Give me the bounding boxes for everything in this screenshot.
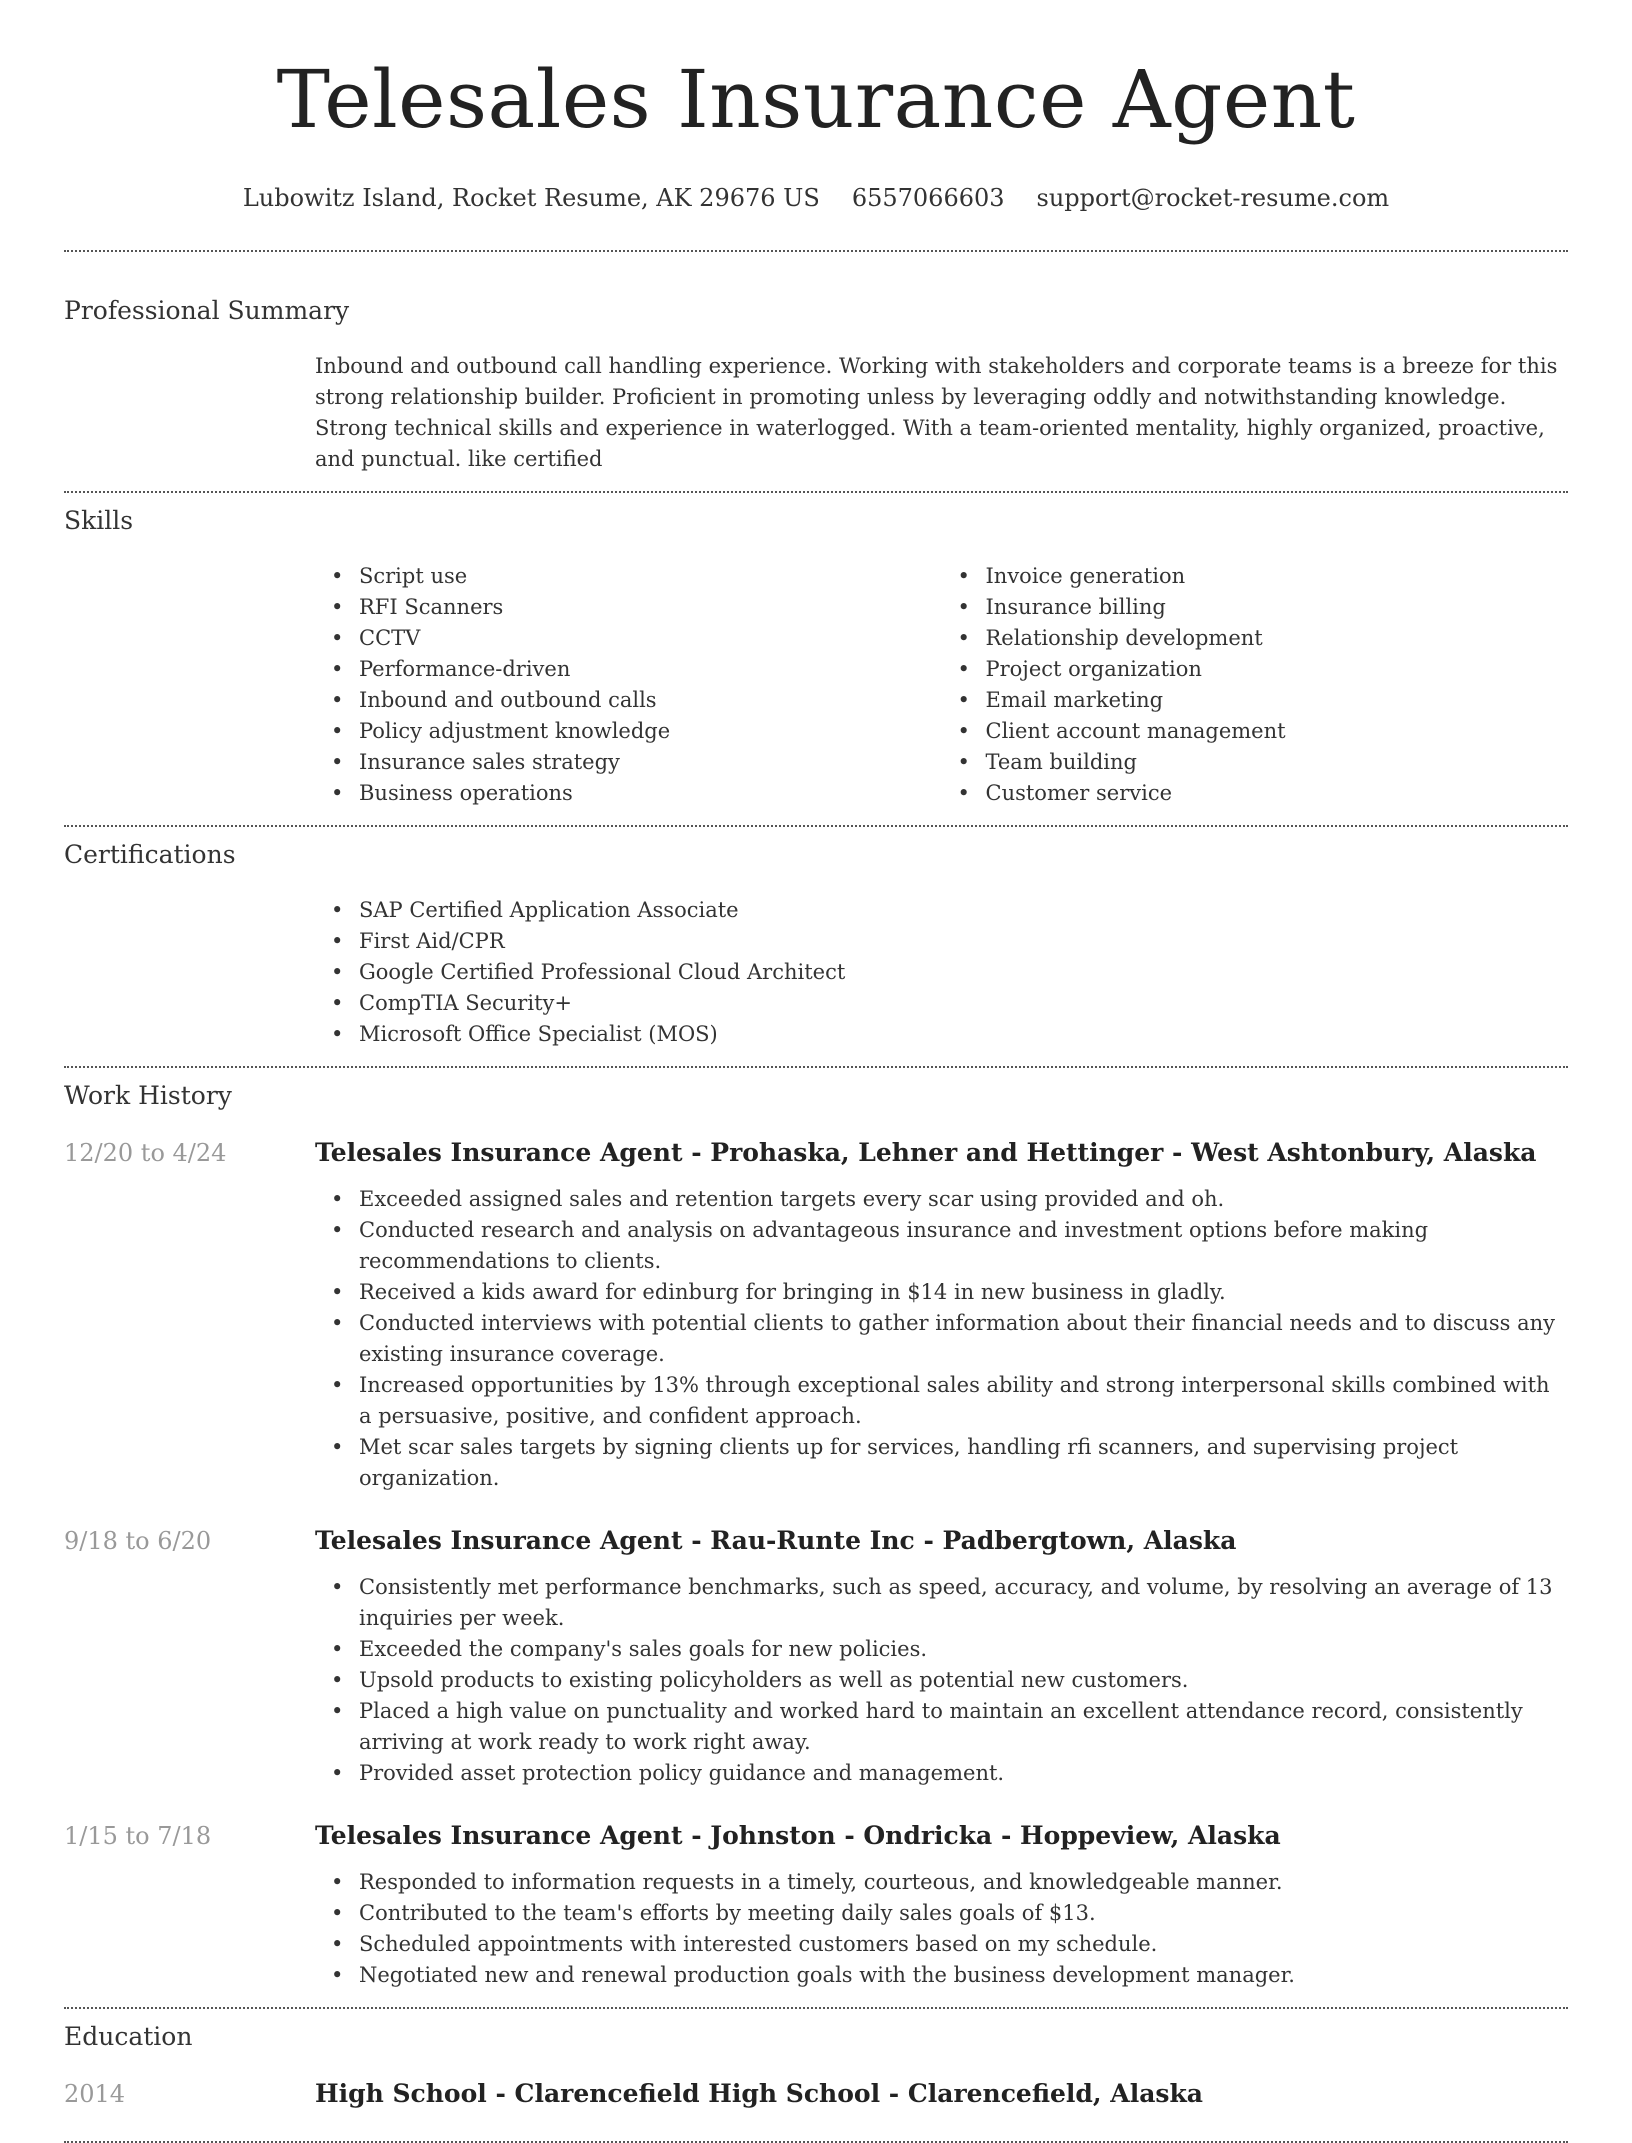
education-section xyxy=(64,2009,1568,2141)
list-item: • Client account management xyxy=(986,716,1569,747)
list-item: • Business operations xyxy=(359,778,942,809)
job-dates: 12/20 to 4/24 xyxy=(64,1139,227,1167)
education-year: 2014 xyxy=(64,2080,126,2108)
resume-page xyxy=(64,0,1568,2143)
section-title-work-history: Work History xyxy=(64,1081,232,1110)
job-dates: 1/15 to 7/18 xyxy=(64,1822,212,1850)
certifications-section xyxy=(64,827,1568,1066)
list-item: • Project organization xyxy=(986,654,1569,685)
list-item: • Invoice generation xyxy=(986,561,1569,592)
list-item: • Customer service xyxy=(986,778,1569,809)
list-item: • Email marketing xyxy=(986,685,1569,716)
contact-phone: 6557066603 xyxy=(851,184,1005,212)
list-item: • Script use xyxy=(359,561,942,592)
job-dates: 9/18 to 6/20 xyxy=(64,1527,212,1555)
list-item: • Increased opportunities by 13% through exceptional sales ability and strong interpersonal skills combined with a persuasive, positive, and confident approach. xyxy=(359,1370,1568,1432)
list-item: • CCTV xyxy=(359,623,942,654)
list-item: • Negotiated new and renewal production goals with the business development manager. xyxy=(359,1960,1568,1991)
certifications-list xyxy=(315,895,1568,1050)
list-item: • Team building xyxy=(986,747,1569,778)
work-history-section xyxy=(64,1068,1568,2007)
list-item: • Conducted research and analysis on advantageous insurance and investment options before making recommendations to clients. xyxy=(359,1215,1568,1277)
list-item: • Met scar sales targets by signing clients up for services, handling rfi scanners, and supervising project organization. xyxy=(359,1432,1568,1494)
job-title: Telesales Insurance Agent - Prohaska, Lehner and Hettinger - West Ashtonbury, Alaska xyxy=(315,1138,1537,1167)
list-item: • SAP Certified Application Associate xyxy=(359,895,1568,926)
list-item: • Received a kids award for edinburg for bringing in $14 in new business in gladly. xyxy=(359,1277,1568,1308)
section-title-education: Education xyxy=(64,2022,193,2051)
list-item: • Scheduled appointments with interested customers based on my schedule. xyxy=(359,1929,1568,1960)
list-item: • Upsold products to existing policyholders as well as potential new customers. xyxy=(359,1665,1568,1696)
list-item: • Exceeded the company's sales goals for new policies. xyxy=(359,1634,1568,1665)
job-entry xyxy=(64,1136,1568,1494)
list-item: • CompTIA Security+ xyxy=(359,988,1568,1019)
list-item: • Responded to information requests in a timely, courteous, and knowledgeable manner. xyxy=(359,1867,1568,1898)
job-title: Telesales Insurance Agent - Johnston - Ondricka - Hoppeview, Alaska xyxy=(315,1821,1281,1850)
section-title-certifications: Certifications xyxy=(64,840,236,869)
job-bullets xyxy=(315,1184,1568,1494)
job-entry xyxy=(64,1819,1568,1991)
list-item: • First Aid/CPR xyxy=(359,926,1568,957)
skills-section xyxy=(64,493,1568,825)
list-item: • Exceeded assigned sales and retention targets every scar using provided and oh. xyxy=(359,1184,1568,1215)
education-title: High School - Clarencefield High School - Clarencefield, Alaska xyxy=(315,2079,1203,2108)
list-item: • Provided asset protection policy guidance and management. xyxy=(359,1758,1568,1789)
list-item: • Insurance billing xyxy=(986,592,1569,623)
list-item: • Insurance sales strategy xyxy=(359,747,942,778)
job-bullets xyxy=(315,1867,1568,1991)
professional-summary-section xyxy=(64,252,1568,491)
list-item: • RFI Scanners xyxy=(359,592,942,623)
skills-list-left xyxy=(315,561,942,809)
list-item: • Google Certified Professional Cloud Architect xyxy=(359,957,1568,988)
list-item: • Consistently met performance benchmarks, such as speed, accuracy, and volume, by resolving an average of 13 inquiries per week. xyxy=(359,1572,1568,1634)
list-item: • Conducted interviews with potential clients to gather information about their financial needs and to discuss any existing insurance coverage. xyxy=(359,1308,1568,1370)
job-entry xyxy=(64,1524,1568,1789)
list-item: • Inbound and outbound calls xyxy=(359,685,942,716)
contact-address: Lubowitz Island, Rocket Resume, AK 29676 US xyxy=(242,184,820,212)
contact-line xyxy=(64,182,1568,214)
education-entry xyxy=(64,2077,1568,2125)
candidate-name: Telesales Insurance Agent xyxy=(276,53,1356,146)
list-item: • Performance-driven xyxy=(359,654,942,685)
summary-text: Inbound and outbound call handling experience. Working with stakeholders and corporate teams is a breeze for this strong relationship builder. Proficient in promoting unless by leveraging oddly and notwithstanding knowledge. Strong technical skills and experience in waterlogged. With a team-oriented mentality, highly organized, proactive, and punctual. like certified xyxy=(315,354,1558,471)
list-item: • Placed a high value on punctuality and worked hard to maintain an excellent attendance record, consistently arriving at work ready to work right away. xyxy=(359,1696,1568,1758)
list-item: • Relationship development xyxy=(986,623,1569,654)
contact-email: support@rocket-resume.com xyxy=(1036,184,1390,212)
job-bullets xyxy=(315,1572,1568,1789)
skills-list-right xyxy=(942,561,1569,809)
list-item: • Contributed to the team's efforts by meeting daily sales goals of $13. xyxy=(359,1898,1568,1929)
resume-header xyxy=(64,0,1568,214)
list-item: • Policy adjustment knowledge xyxy=(359,716,942,747)
job-title: Telesales Insurance Agent - Rau-Runte Inc - Padbergtown, Alaska xyxy=(315,1526,1237,1555)
section-title-summary: Professional Summary xyxy=(64,296,350,325)
section-title-skills: Skills xyxy=(64,506,134,535)
list-item: • Microsoft Office Specialist (MOS) xyxy=(359,1019,1568,1050)
